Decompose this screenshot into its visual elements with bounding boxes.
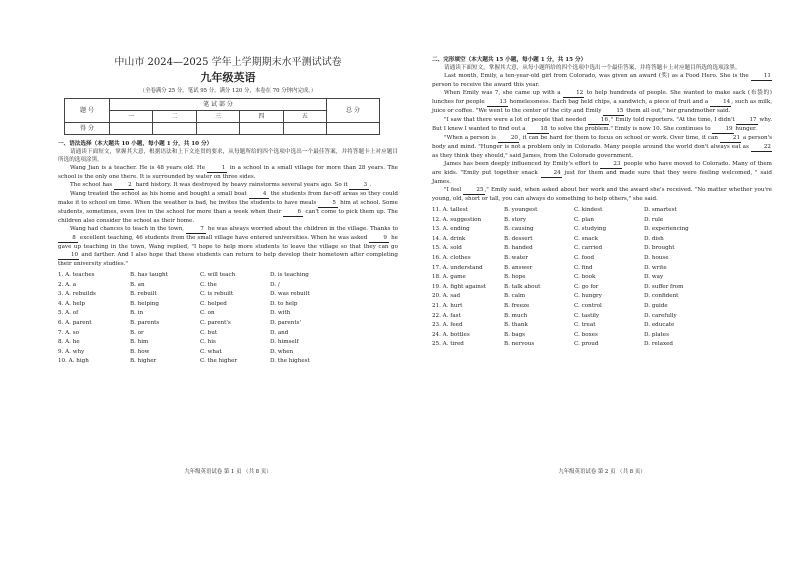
passage-text: Wang Jian is a teacher. He is 48 years old. He	[70, 165, 208, 171]
option-choice: 11. A. tallest	[432, 207, 468, 213]
passage-text: The school has	[70, 182, 114, 188]
passage-text: "When a person is	[444, 135, 498, 141]
passage-paragraph	[58, 181, 398, 190]
option-choice: D. educate	[644, 322, 675, 329]
blank-number: 9	[369, 234, 389, 243]
passage-text: Last month, Emily, a ten-year-old girl from Colorado, was given an award (奖) as a Food Hero. She is the	[444, 73, 751, 79]
passage-text: just for them and made sure that they were feeling welcomed, " said James.	[432, 170, 772, 185]
option-choice: 22. A. fast	[432, 312, 461, 319]
option-choice: B. him	[130, 339, 149, 346]
option-row	[432, 312, 772, 322]
option-choice: C. kindest	[574, 207, 603, 213]
option-choice: D. was rebuilt	[270, 291, 310, 298]
passage-paragraph	[58, 225, 398, 268]
option-choice: C. proud	[574, 341, 599, 348]
option-choice: C. find	[574, 264, 593, 271]
passage-text: as they think they should," said James, from the Colorado government.	[432, 153, 634, 159]
option-row	[58, 290, 398, 300]
option-choice: D. to help	[270, 300, 298, 307]
exam-title: 中山市 2024—2025 学年上学期期末水平测试试卷	[114, 57, 342, 68]
option-choice: D. suffer from	[644, 283, 684, 290]
option-choice: 5. A. of	[58, 310, 79, 317]
score-cell	[283, 123, 326, 135]
exam-note: （全卷满分 25 分，笔试 95 分，满分 120 分，本卷在 70 分钟内完成。）	[139, 88, 317, 94]
passage-text: in a school in a small village for more than 28 years. The school is the only one there. It is surrounded by water on three sides.	[58, 165, 398, 180]
passage-text: "I feel	[444, 187, 464, 193]
score-cell	[110, 123, 153, 135]
passage-text: hunger.	[733, 126, 757, 132]
blank-number: 5	[318, 199, 338, 208]
subject-title: 九年级英语	[200, 71, 256, 84]
option-choice: B. causing	[504, 226, 534, 233]
option-row	[58, 271, 398, 281]
option-row	[432, 321, 772, 331]
blank-number: 14	[710, 98, 731, 107]
passage-paragraph	[58, 190, 398, 225]
blank-number: 15	[603, 107, 624, 116]
passage-text: When Emily was 7, she came up with a	[444, 90, 564, 96]
passage-paragraph	[432, 186, 772, 203]
score-cell	[240, 123, 283, 135]
option-choice: D. with	[270, 310, 291, 317]
option-choice: B. much	[504, 312, 528, 319]
option-choice: C. studying	[574, 226, 607, 233]
option-choice: B. talk about	[504, 283, 541, 290]
blank-number: 2	[114, 181, 134, 190]
option-row	[432, 302, 772, 312]
option-choice: D. guide	[644, 302, 668, 309]
blank-number: 8	[58, 234, 78, 243]
blank-number: 10	[58, 251, 79, 260]
option-row	[432, 206, 772, 216]
option-choice: C. the higher	[200, 358, 238, 365]
option-choice: C. tastily	[574, 312, 600, 319]
passage-text: him at school. Some students, sometimes, even live in the school for more than a week when their	[58, 200, 398, 215]
option-choice: D. relaxed	[644, 341, 673, 348]
option-choice: 8. A. he	[58, 339, 80, 346]
option-choice: B. dessert	[504, 235, 533, 242]
passage-text: person to receive the award this year.	[432, 82, 540, 88]
option-choice: C. the	[200, 281, 217, 288]
passage-text: James has been deeply influenced by Emily's effort to	[444, 161, 601, 167]
score-table-score-label: 得 分	[65, 123, 110, 135]
passage-text: can't come to pick them up. The children also consider the school as their home.	[58, 209, 398, 224]
option-choice: B. hope	[504, 274, 526, 281]
score-col: 四	[240, 111, 283, 123]
option-choice: C. food	[574, 254, 595, 261]
blank-number: 12	[563, 89, 584, 98]
option-choice: B. how	[130, 348, 150, 355]
passage-text: excellent teaching, 46 students from the small village have entered universities. When he was asked	[78, 235, 370, 241]
passage-text: he gave up teaching in the town, Wang replied, "I hope to help more students to leave the village so that they can go	[58, 235, 398, 250]
option-choice: C. his	[200, 339, 216, 346]
option-choice: B. helping	[130, 300, 159, 307]
passage-text: , it can be hard for them to focus on school or work. Over time, it can	[518, 135, 720, 141]
option-choice: 23. A. feed	[432, 322, 463, 329]
option-choice: D. confident	[644, 293, 679, 300]
option-choice: D. when	[270, 348, 294, 355]
score-cell	[153, 123, 196, 135]
option-row	[58, 329, 398, 339]
option-row	[432, 225, 772, 235]
blank-number: 22	[751, 143, 772, 152]
passage-text: "I saw that there were a lot of people that needed	[444, 117, 588, 123]
score-table-row-label: 题 号	[65, 99, 110, 123]
option-choice: B. story	[504, 216, 526, 223]
score-cell	[196, 123, 239, 135]
option-choice: C. treat	[574, 322, 596, 329]
option-choice: D. experiencing	[644, 226, 689, 233]
option-choice: B. parents	[130, 319, 160, 326]
passage-text: he was always worried about the children in the village. Thanks to	[205, 226, 398, 232]
option-choice: C. control	[574, 302, 602, 309]
option-row	[432, 331, 772, 341]
option-choice: D. parents'	[270, 319, 302, 326]
option-choice: D. write	[644, 264, 667, 271]
passage-text: homelessness. Each bag held chips, a sandwich, a piece of fruit and a	[507, 99, 711, 105]
passage-text: , such as milk, juice or coffee. "We went to the center of the city and Emily	[432, 99, 773, 114]
blank-number: 19	[712, 125, 733, 134]
section-1-title: 一、语法选择（本大题共 10 小题，每小题 1 分，共 10 分）	[58, 141, 213, 147]
option-choice: D. house	[644, 254, 669, 261]
passage-paragraph	[432, 160, 772, 186]
option-choice: 15. A. sold	[432, 245, 462, 252]
passage-text: and farther. And I also hope that these students can return to help develop their hometown after completing their university studies."	[58, 252, 398, 267]
passage-1	[58, 164, 398, 268]
score-col: 五	[283, 111, 326, 123]
option-choice: 1. A. teaches	[58, 272, 95, 278]
passage-paragraph	[432, 116, 772, 134]
option-row	[58, 309, 398, 319]
passage-text: hard history. It was destroyed by heavy rainstorms several years ago. So it	[133, 182, 350, 188]
score-table-written: 笔 试 部 分	[110, 99, 327, 111]
option-choice: B. freeze	[504, 302, 530, 309]
option-choice: C. parent's	[200, 319, 231, 326]
option-choice: 20. A. sad	[432, 293, 461, 300]
option-choice: D. dish	[644, 235, 664, 242]
score-cell	[327, 123, 380, 135]
section-1-instructions: 请通读下面短文，掌握其大意，根据语法和上下文连贯的要求，从每题所给的四个选项中选出一个最佳答案，并将答题卡上对应题目所选的选项涂黑。	[58, 149, 398, 163]
option-choice: D. smartest	[644, 207, 677, 213]
blank-number: 4	[249, 190, 269, 199]
option-choice: B. rebuilt	[130, 291, 157, 298]
score-col: 三	[196, 111, 239, 123]
passage-2	[432, 72, 772, 203]
option-choice: C. boxes	[574, 331, 598, 338]
option-choice: 10. A. high	[58, 358, 89, 365]
score-table	[64, 98, 380, 135]
score-col: 二	[153, 111, 196, 123]
option-choice: D. rule	[644, 216, 664, 223]
option-choice: 7. A. so	[58, 329, 79, 336]
passage-text: ," Emily said, when asked about her work and the award she's received. "No matter whether you're young, old, short or tall, you can always do something to help others," she said.	[432, 187, 772, 202]
option-row	[58, 338, 398, 348]
options-1	[58, 271, 398, 367]
option-row	[432, 340, 772, 350]
option-choice: C. is rebuilt	[200, 291, 234, 298]
option-choice: C. helped	[200, 300, 227, 307]
option-choice: 9. A. why	[58, 348, 85, 355]
option-choice: B. in	[130, 310, 144, 317]
passage-text: people who have moved to Colorado. Many of them are kids. "Emily put together snack	[432, 161, 772, 176]
blank-number: 6	[283, 208, 303, 217]
passage-text: Wang treated the school as his home and bought a small boat	[70, 191, 249, 197]
blank-number: 18	[527, 125, 548, 134]
blank-number: 7	[186, 225, 206, 234]
option-choice: 14. A. drink	[432, 235, 466, 242]
option-choice: D. way	[644, 274, 664, 281]
option-row	[432, 283, 772, 293]
passage-paragraph	[58, 164, 398, 181]
option-row	[432, 216, 772, 226]
passage-text: them all out," her grandmother said.	[624, 108, 731, 114]
option-choice: C. on	[200, 310, 215, 317]
option-choice: 16. A. clothes	[432, 254, 471, 261]
option-choice: 12. A. suggestion	[432, 216, 482, 223]
option-choice: 3. A. rebuilds	[58, 291, 96, 298]
option-choice: 24. A. bottles	[432, 331, 470, 338]
option-choice: 6. A. parent	[58, 319, 92, 326]
section-2-instructions: 请通读下面短文，掌握其大意，从每小题所给的四个选项中选出一个最佳答案，并将答题卡上对应题目所选的选项涂黑。	[444, 65, 741, 71]
option-choice: C. snack	[574, 235, 598, 242]
option-choice: 4. A. help	[58, 300, 85, 307]
section-2-title: 二、完形填空（本大题共 15 小题，每小题 1 分，共 15 分）	[432, 57, 587, 63]
blank-number: 16	[588, 116, 609, 125]
blank-number: 23	[600, 160, 621, 169]
option-row	[58, 348, 398, 358]
option-choice: B. answer	[504, 264, 533, 271]
blank-number: 20	[498, 134, 519, 143]
passage-paragraph	[432, 134, 772, 160]
option-row	[432, 264, 772, 274]
score-table-total: 总 分	[327, 99, 380, 123]
option-choice: B. has taught	[130, 272, 168, 278]
option-choice: B. thank	[504, 322, 528, 329]
option-choice: C. go for	[574, 283, 599, 290]
page-2: 二、完形填空（本大题共 15 小题，每小题 1 分，共 15 分） 请通读下面短文，掌握其大意，从每小题所给的四个选项中选出一个最佳答案，并将答题卡上对应题目所选的选项涂黑。 Last month, Emily, a ten-year-old girl from Colorado, was given an award (奖) as a Food Hero. She is the 11 person to receive the award this year. When Emily was 7, she came up with a 12 to help hundreds of people. She wanted to make sack (布袋的) lunches for people 13 homelessness. Each bag held chips, a sandwich, a piece of fruit and a 14, such as milk, juice or coffee. "We went to the center of the city and Emily 15 them all out," her grandmother said. "I saw that there were a lot of people that needed 16," Emily told reporters. "At the time, I didn't 17 why. But I knew I wanted to find out a 18 to solve the problem." Emily is now 10. She continues to 19 hunger. "When a person is 20, it can be hard for them to focus on school or work. Over time, it can 21 a person's body and mind. "Hunger is not a problem only in Colorado. Many people around the world don't always eat as 22 as they think they should," said James, from the Colorado government. James has been deeply influenced by Emily's effort to 23 people who have moved to Colorado. Many of them are kids. "Emily put together snack 24 just for them and made sure that they were feeling welcomed, " said James. "I feel 25," Emily said, when asked about her work and the award she's received. "No matter whether you're young, old, short or tall, you can always do something to help others," she said. 11. A. tallest B. youngest C. kindest D. smartest 12. A. suggestion B. story C. plan D. rule 13. A. ending B. causing C. studying D. experiencing 14. A. drink B. dessert C. snack D. dish 15. A. sold B. handed C. carried D. brought 16. A. clothes B. water C. food D. house 17. A. understand B. answer C. find D. write 18. A. game B. hope C. book D. way 19. A. fight against B. talk about C. go for D. suffer from 20. A. sad B. calm C. hungry D. confident 21. A. hurt B. freeze C. control D. guide 22. A. fast B. much C. tastily D. carefully 23. A. feed B. thank C. treat D. educate 24. A. bottles B. bags C. boxes D. plates 25. A. tired B. nervous C. proud D. relaxed 九年级英语试卷 第 2 页 （共 8 页）	[432, 57, 773, 475]
passage-text: why. But I knew I wanted to find out a	[432, 117, 772, 132]
option-choice: D. and	[270, 329, 289, 336]
option-row	[58, 300, 398, 310]
blank-number: 17	[736, 116, 757, 125]
passage-text: a person's body and mind. "Hunger is not a problem only in Colorado. Many people around the world don't always eat as	[432, 135, 772, 150]
option-row	[432, 235, 772, 245]
blank-number: 11	[751, 72, 772, 81]
blank-number: 1	[207, 164, 227, 173]
option-row	[432, 254, 772, 264]
option-choice: C. plan	[574, 216, 594, 223]
option-choice: D. is teaching	[270, 272, 309, 278]
options-2	[432, 206, 772, 350]
blank-number: 24	[541, 169, 562, 178]
option-choice: 18. A. game	[432, 274, 466, 281]
blank-number: 13	[487, 98, 508, 107]
option-choice: B. calm	[504, 293, 526, 300]
option-choice: B. water	[504, 254, 529, 261]
option-choice: B. youngest	[504, 207, 538, 213]
option-row	[432, 244, 772, 254]
option-choice: 2. A. a	[58, 281, 77, 288]
option-choice: B. an	[130, 281, 145, 288]
option-choice: C. what	[200, 348, 222, 355]
blank-number: 21	[720, 134, 741, 143]
option-row	[432, 292, 772, 302]
option-choice: D. carefully	[644, 312, 677, 319]
option-choice: C. will teach	[200, 272, 236, 278]
passage-paragraph	[432, 72, 772, 89]
option-choice: D. brought	[644, 245, 675, 252]
option-row	[58, 357, 398, 367]
option-choice: C. carried	[574, 245, 603, 252]
passage-text: the students from far-off areas so they could make it to school on time. When the weather is bad, he invites the students to have meals	[58, 191, 398, 206]
passage-text: to help hundreds of people. She wanted to make sack (布袋的) lunches for people	[432, 90, 772, 105]
option-choice: C. but	[200, 329, 218, 336]
page-1: 中山市 2024—2025 学年上学期期末水平测试试卷 九年级英语 （全卷满分 25 分，笔试 95 分，满分 120 分，本卷在 70 分钟内完成。） 题 号 笔 试 部 分 总 分 一 二 三 四 五 得 分 一、语法选择（本大题共 10 小题，每小题 1 分，共 10 分） 请通读下面短文，掌握其大意，根据语法和上下文连贯的要求，从每题所给的四个选项中选出一个最佳答案，并将答题卡上对应题目所选的选项涂黑。 Wang Jian is a teacher. He is 48 years old. He 1 in a school in a small village for more than 28 years. The school is the only one there. It is surrounded by water on three sides. The school has 2 hard history. It was destroyed by heavy rainstorms several years ago. So it 3 . Wang treated the school as his home and bought a small boat 4 the students from far-off areas so they could make it to school on time. When the weather is bad, he invites the students to have meals 5 him at school. Some students, sometimes, even live in the school for more than a week when their 6 can't come to pick them up. The children also consider the school as their home. Wang had chances to teach in the town, 7 he was always worried about the children in the village. Thanks to 8 excellent teaching, 46 students from the small village have entered universities. When he was asked 9 he gave up teaching in the town, Wang replied, "I hope to help more students to leave the village so that they can go 10 and farther. And I also hope that these students can return to help develop their hometown after completing their university studies." 1. A. teaches B. has taught C. will teach D. is teaching 2. A. a B. an C. the D. / 3. A. rebuilds B. rebuilt C. is rebuilt D. was rebuilt 4. A. help B. helping C. helped D. to help 5. A. of B. in C. on D. with 6. A. parent B. parents C. parent's D. parents' 7. A. so B. or C. but D. and 8. A. he B. him C. his D. himself 9. A. why B. how C. what D. when 10. A. high B. higher C. the higher D. the highest 九年级英语试卷 第 1 页 （共 8 页）	[58, 57, 398, 475]
option-choice: B. handed	[504, 245, 533, 252]
option-choice: B. nervous	[504, 341, 535, 348]
option-choice: C. book	[574, 274, 596, 281]
passage-text: to solve the problem." Emily is now 10. She continues to	[548, 126, 713, 132]
option-row	[432, 273, 772, 283]
option-choice: B. higher	[130, 358, 157, 365]
option-choice: D. himself	[270, 339, 299, 346]
option-choice: B. or	[130, 329, 144, 336]
option-choice: B. bags	[504, 331, 526, 338]
option-choice: 17. A. understand	[432, 264, 483, 271]
option-choice: D. /	[270, 281, 280, 288]
blank-number: 25	[463, 186, 484, 195]
passage-text: .	[369, 182, 372, 188]
option-choice: D. the highest	[270, 358, 310, 365]
blank-number: 3	[349, 181, 369, 190]
option-row	[58, 319, 398, 329]
option-choice: 21. A. hurt	[432, 302, 463, 309]
option-choice: C. hungry	[574, 293, 602, 300]
option-choice: 25. A. tired	[432, 341, 464, 348]
passage-paragraph	[432, 89, 772, 116]
option-choice: D. plates	[644, 331, 669, 338]
score-col: 一	[110, 111, 153, 123]
passage-text: Wang had chances to teach in the town,	[70, 226, 186, 232]
passage-text: ," Emily told reporters. "At the time, I didn't	[609, 117, 737, 123]
option-choice: 19. A. fight against	[432, 283, 486, 290]
option-row	[58, 281, 398, 291]
option-choice: 13. A. ending	[432, 226, 470, 233]
